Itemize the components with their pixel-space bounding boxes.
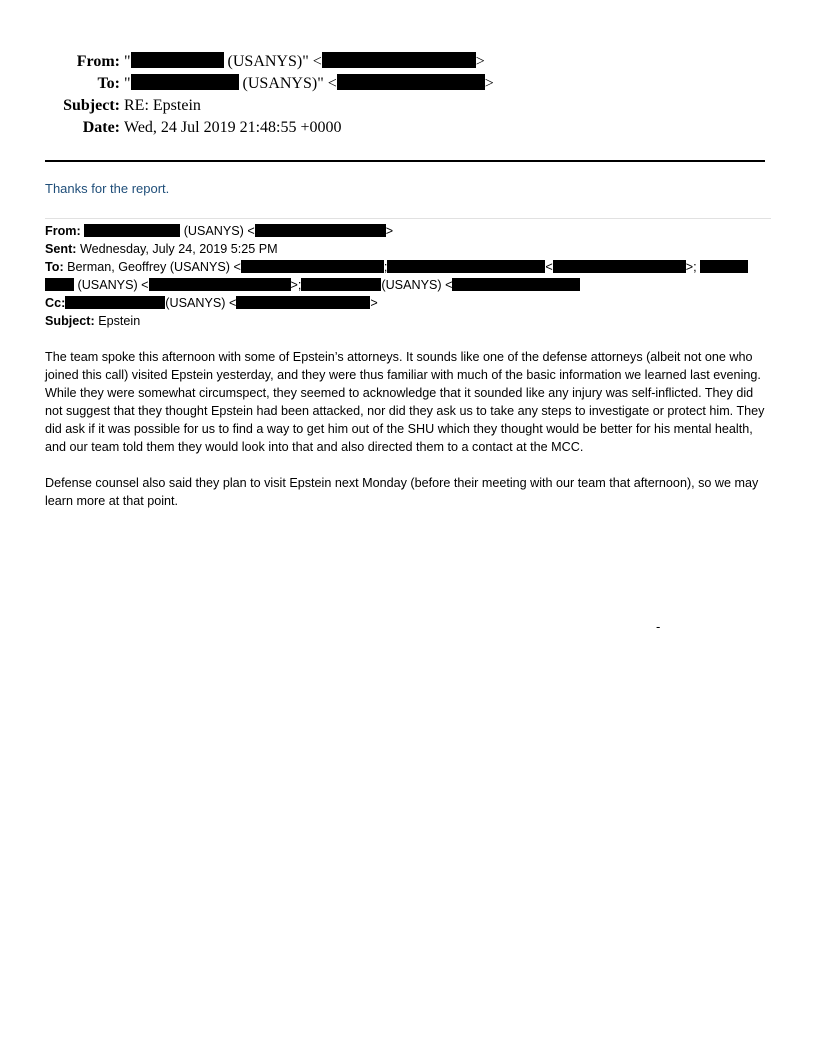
reply-text: Thanks for the report. xyxy=(45,181,170,196)
quoted-from-line: From: (USANYS) < > xyxy=(45,224,394,238)
quoted-sent-label: Sent: xyxy=(45,242,77,256)
quoted-subject-value: Epstein xyxy=(98,314,141,328)
quoted-to-line-2: (USANYS) < >; (USANYS) < xyxy=(45,276,771,294)
quoted-header xyxy=(45,222,771,330)
quoted-cc-label: Cc: xyxy=(45,296,66,310)
redaction-bar xyxy=(301,278,381,291)
date-value: Wed, 24 Jul 2019 21:48:55 +0000 xyxy=(124,119,342,136)
quoted-subject-line xyxy=(45,312,771,330)
redaction-bar xyxy=(337,74,485,90)
quoted-to-label: To: xyxy=(45,260,64,274)
body-paragraph-1: The team spoke this afternoon with some of Epstein’s attorneys. It sounds like one of the defense attorneys (albeit not one who joined this call) visited Epstein yesterday, and they were thus familiar with much of the basic information we learned last evening. While they were somewhat circumspect, they seemed to acknowledge that it sounded like any injury was self-inflicted. They did not suggest that they thought Epstein had been attacked, nor did they ask us to take any steps to investigate or protect him. They did ask if it was possible for us to find a way to get him out of the SHU which they thought would be better for his mental health, and our team told them they would look into that and also directed them to a contact at the MCC. xyxy=(45,350,765,454)
redaction-bar xyxy=(700,260,748,273)
redaction-bar xyxy=(255,224,386,237)
redaction-bar xyxy=(84,224,180,237)
header-divider xyxy=(45,160,765,162)
quoted-cc-line: Cc: (USANYS) < > xyxy=(45,296,378,310)
header-from-row xyxy=(0,52,120,72)
quoted-sent-value: Wednesday, July 24, 2019 5:25 PM xyxy=(79,242,278,256)
header-to-value: " (USANYS)" < > xyxy=(124,75,494,92)
redaction-bar xyxy=(241,260,384,273)
redaction-bar xyxy=(149,278,291,291)
subject-label: Subject: xyxy=(63,97,120,114)
subject-value: RE: Epstein xyxy=(124,97,201,114)
date-label: Date: xyxy=(82,119,120,136)
redaction-bar xyxy=(131,52,224,68)
stray-mark: - xyxy=(656,619,661,634)
quoted-separator xyxy=(45,218,771,219)
redaction-bar xyxy=(65,296,165,309)
redaction-bar xyxy=(45,278,74,291)
header-date-row xyxy=(0,118,120,138)
quoted-subject-label: Subject: xyxy=(45,314,95,328)
header-from-value: " (USANYS)" < > xyxy=(124,53,485,70)
from-label: From: xyxy=(76,53,120,70)
header-subject-row xyxy=(0,96,120,116)
header-to-row xyxy=(0,74,120,94)
redaction-bar xyxy=(387,260,545,273)
body-paragraph-2: Defense counsel also said they plan to visit Epstein next Monday (before their meeting with our team that afternoon), so we may learn more at that point. xyxy=(45,476,759,508)
to-label: To: xyxy=(97,75,120,92)
quoted-sent-line xyxy=(45,240,771,258)
redaction-bar xyxy=(236,296,370,309)
message-body xyxy=(45,348,773,528)
quoted-to-line: To: Berman, Geoffrey (USANYS) < ; < >; xyxy=(45,258,771,276)
redaction-bar xyxy=(553,260,686,273)
redaction-bar xyxy=(452,278,580,291)
redaction-bar xyxy=(131,74,239,90)
redaction-bar xyxy=(322,52,476,68)
quoted-from-label: From: xyxy=(45,224,81,238)
